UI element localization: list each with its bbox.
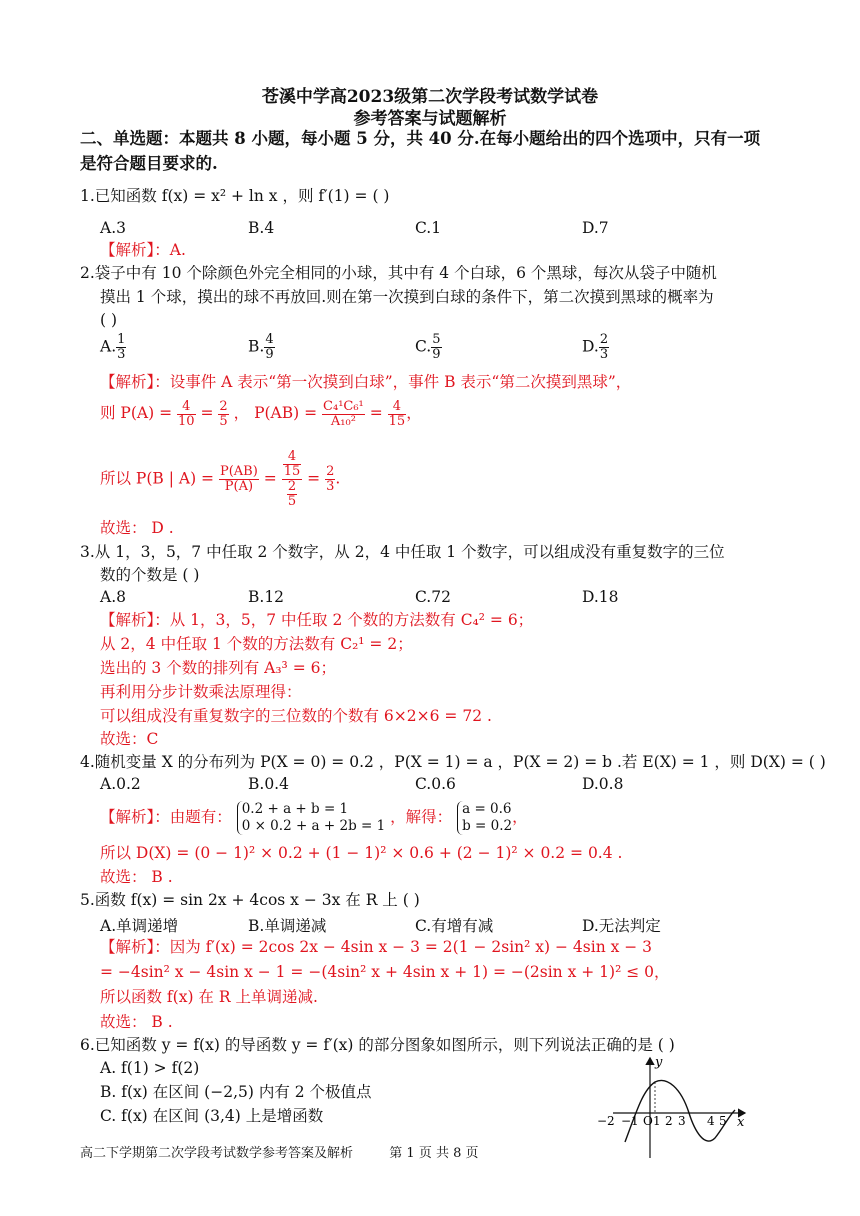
graph-curve [625,1080,735,1142]
q3-option-a: A.8 [100,588,126,606]
q4-option-a: A.0.2 [100,775,141,793]
graph-origin-label: O [643,1114,653,1128]
q2-choice: 故选： D . [100,519,174,537]
q5-option-b: B.单调递减 [248,917,327,935]
footer-text: 高二下学期第二次学段考试数学参考答案及解析 [80,1146,354,1161]
graph-tick-3: 3 [678,1114,686,1128]
graph-tick--1: −1 [621,1114,639,1128]
section-heading-line2: 是符合题目要求的. [80,154,218,173]
q2-solution-line3: 所以 P(B | A) = $\frac{P(AB)}{P(A)}$ = $\frac{\frac{4}{15}}{\frac{2}{5}}$ = $\frac{2}{3}$ . [100,449,341,509]
q3-option-c: C.72 [415,588,451,606]
q3-options [100,588,760,608]
q4-option-c: C.0.6 [415,775,456,793]
graph-tick-1: 1 [653,1114,661,1128]
q6-stem: 6.已知函数 y = f(x) 的导函数 y = f′(x) 的部分图象如图所示，则下列说法正确的是 ( ) [80,1036,675,1054]
graph-tick-2: 2 [665,1114,673,1128]
q1-stem: 1.已知函数 f(x) = x² + ln x ，则 f′(1) = ( ) [80,187,390,205]
q3-choice: 故选：C [100,730,159,748]
q2-option-a: A. $\frac{1}{3}$ [100,332,126,362]
q2-stem-line1: 2.袋子中有 10 个除颜色外完全相同的小球，其中有 4 个白球，6 个黑球，每次从袋子中随机 [80,264,717,282]
q2-solution-line2: 则 P(A) = $\frac{4}{10}$ = $\frac{2}{5}$ ， P(AB) = $\frac{\text{C₄¹C₆¹}}{\text{A₁₀²}}$ = $\frac{4}{15}$ ， [100,398,422,429]
q5-solution-line2: = −4sin² x − 4sin x − 1 = −(4sin² x + 4sin x + 1) = −(2sin x + 1)² ≤ 0， [100,963,670,981]
q4-solution-line1: 【解析】：由题有： 0.2 + a + b = 1 0 × 0.2 + a + 2b = 1 ，解得： a = 0.6 b = 0.2 ， [100,801,528,834]
q3-stem-line2: 数的个数是 ( ) [100,566,200,584]
q3-option-d: D.18 [582,588,619,606]
q4-solution-line2: 所以 D(X) = (0 − 1)² × 0.2 + (1 − 1)² × 0.6 + (2 − 1)² × 0.2 = 0.4 . [100,844,623,862]
q4-choice: 故选： B . [100,868,173,886]
q5-stem: 5.函数 f(x) = sin 2x + 4cos x − 3x 在 R 上 ( ) [80,891,420,909]
footer-page-number: 第 1 页 共 8 页 [389,1146,479,1161]
q2-option-d: D. $\frac{2}{3}$ [582,332,609,362]
graph-tick--2: −2 [597,1114,615,1128]
q6-option-c: C. f(x) 在区间 (3,4) 上是增函数 [100,1107,324,1125]
q5-choice: 故选： B . [100,1013,173,1031]
q4-option-b: B.0.4 [248,775,289,793]
q1-options [100,219,760,239]
q6-option-a: A. f(1) > f(2) [100,1059,200,1077]
q4-options [100,775,760,795]
q2-stem-line2: 摸出 1 个球，摸出的球不再放回.则在第一次摸到白球的条件下，第二次摸到黑球的概率为 [100,288,714,306]
q2-option-b: B. $\frac{4}{9}$ [248,332,274,362]
page-footer [80,1142,479,1161]
q1-option-b: B.4 [248,219,275,237]
q5-option-a: A.单调递增 [100,917,179,935]
document-title: 苍溪中学高2023级第二次学段考试数学试卷 [261,87,599,107]
q4-option-d: D.0.8 [582,775,624,793]
q5-solution-line1: 【解析】：因为 f′(x) = 2cos 2x − 4sin x − 3 = 2(1 − 2sin² x) − 4sin x − 3 [100,938,653,956]
graph-tick-5: 5 [719,1114,727,1128]
q2-solution-line1: 【解析】：设事件 A 表示“第一次摸到白球”，事件 B 表示“第二次摸到黑球”， [100,373,632,391]
q2-options [100,333,760,369]
q3-solution-line2: 从 2，4 中任取 1 个数的方法数有 C₂¹ = 2； [100,635,413,653]
q5-options [100,914,760,934]
graph-tick-4: 4 [707,1114,715,1128]
section-heading-line1: 二、单选题：本题共 8 小题，每小题 5 分，共 40 分.在每小题给出的四个选项中，只有一项 [80,129,761,148]
q5-option-c: C.有增有减 [415,917,494,935]
q5-option-d: D.无法判定 [582,917,661,935]
q3-solution-line1: 【解析】：从 1，3，5，7 中任取 2 个数的方法数有 C₄² = 6； [100,611,534,629]
q1-option-c: C.1 [415,219,442,237]
q2-stem-line3: ( ) [100,311,118,329]
q4-stem: 4.随机变量 X 的分布列为 P(X = 0) = 0.2 ，P(X = 1) = a ，P(X = 2) = b .若 E(X) = 1 ，则 D(X) = ( ) [80,753,826,771]
graph-y-label: y [655,1055,663,1070]
q3-solution-line4: 再利用分步计数乘法原理得： [100,683,302,701]
q5-solution-line3: 所以函数 f(x) 在 R 上单调递减. [100,988,318,1006]
q1-option-d: D.7 [582,219,609,237]
q3-solution-line5: 可以组成没有重复数字的三位数的个数有 6×2×6 = 72 . [100,707,492,725]
q1-solution: 【解析】：A. [100,241,186,259]
graph-x-label: x [737,1115,745,1130]
q3-solution-line3: 选出的 3 个数的排列有 A₃³ = 6； [100,659,336,677]
document-subtitle: 参考答案与试题解析 [353,109,507,129]
derivative-graph [585,1050,760,1162]
q3-option-b: B.12 [248,588,285,606]
q2-option-c: C. $\frac{5}{9}$ [415,332,441,362]
q1-option-a: A.3 [100,219,126,237]
q3-stem-line1: 3.从 1，3，5，7 中任取 2 个数字，从 2，4 中任取 1 个数字，可以组成没有重复数字的三位 [80,543,725,561]
q6-option-b: B. f(x) 在区间 (−2,5) 内有 2 个极值点 [100,1083,372,1101]
